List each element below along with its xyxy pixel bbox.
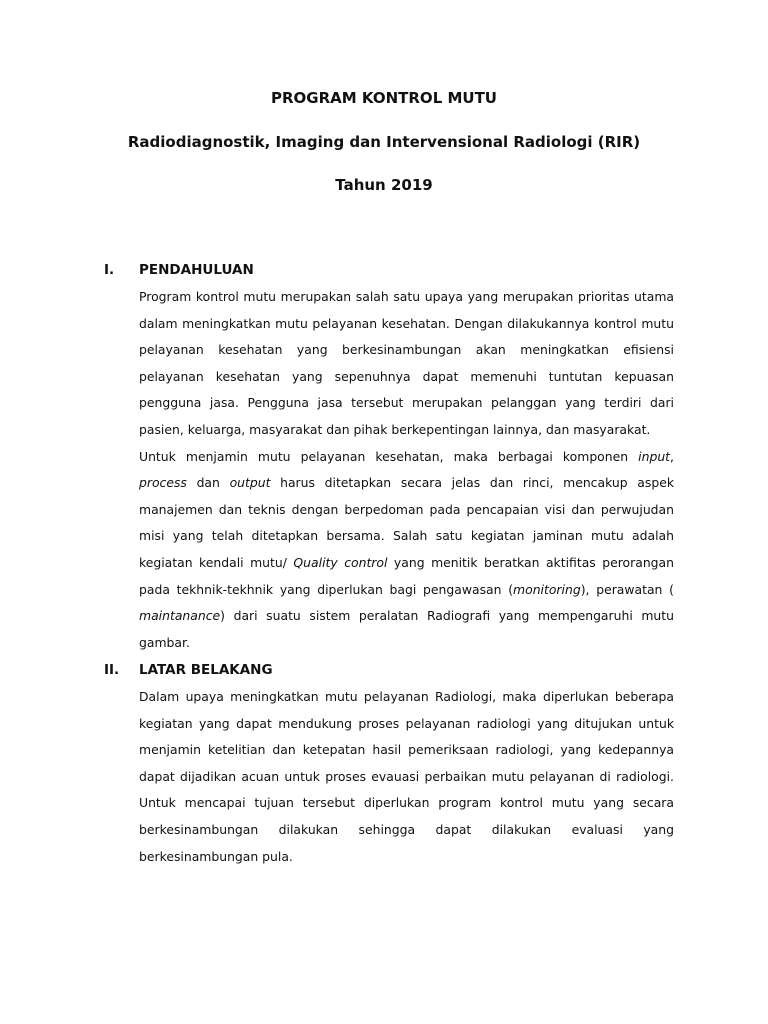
section-heading-pendahuluan (104, 260, 254, 280)
paragraph: Program kontrol mutu merupakan salah satu upaya yang merupakan prioritas utama dalam meningkatkan mutu pelayanan kesehatan. Dengan dilakukannya kontrol mutu pelayanan kesehatan yang berkesinambungan akan meningkatkan efisiensi pelayanan kesehatan yang sepenuhnya dapat memenuhi tuntutan kepuasan pengguna jasa. Pengguna jasa tersebut merupakan pelanggan yang terdiri dari pasien, keluarga, masyarakat dan pihak berkepentingan lainnya, dan masyarakat. (139, 289, 674, 437)
italic-term: input (638, 448, 671, 464)
italic-term: output (229, 475, 271, 491)
section-title: PENDAHULUAN (139, 262, 254, 278)
section-body-pendahuluan (139, 284, 674, 656)
document-title: PROGRAM KONTROL MUTU (270, 89, 497, 107)
paragraph: Dalam upaya meningkatkan mutu pelayanan Radiologi, maka diperlukan beberapa kegiatan yang dapat mendukung proses pelayanan radiologi yang ditujukan untuk menjamin ketelitian dan ketepatan hasil pemeriksaan radiologi, yang kedepannya dapat dijadikan acuan untuk proses evauasi perbaikan mutu pelayanan di radiologi. Untuk mencapai tujuan tersebut diperlukan program kontrol mutu yang secara berkesinambungan dilakukan sehingga dapat dilakukan evaluasi yang berkesinambungan pula. (139, 689, 674, 864)
section-number: II. (104, 662, 120, 678)
text-run: , (670, 448, 674, 464)
section-title: LATAR BELAKANG (139, 662, 273, 678)
italic-term: Quality control (293, 554, 388, 570)
italic-term: monitoring (513, 581, 581, 597)
text-run: Untuk menjamin mutu pelayanan kesehatan, maka berbagai komponen (139, 448, 639, 464)
paragraph (139, 444, 674, 657)
section-number: I. (104, 262, 115, 278)
text-run: harus ditetapkan secara jelas dan rinci, mencakup aspek manajemen dan teknis dengan berpedoman pada pencapaian visi dan perwujudan misi yang telah ditetapkan bersama. Salah satu kegiatan jaminan mutu adalah kegiatan kendali mutu/ (139, 475, 674, 570)
text-run: yang menitik beratkan aktifitas perorangan pada tekhnik-tekhnik yang diperlukan bagi pengawasan ( (139, 554, 674, 597)
section-body-latar-belakang (139, 684, 674, 870)
text-run: ) dari suatu sistem peralatan Radiografi yang mempengaruhi mutu gambar. (139, 608, 674, 650)
text-run: dan (186, 475, 230, 491)
document-year: Tahun 2019 (335, 176, 433, 194)
section-heading-latar-belakang (104, 660, 273, 680)
italic-term: maintanance (139, 608, 221, 624)
document-subtitle: Radiodiagnostik, Imaging dan Intervensional Radiologi (RIR) (127, 133, 641, 151)
text-run: ), perawatan ( (580, 581, 674, 597)
italic-term: process (139, 475, 187, 491)
